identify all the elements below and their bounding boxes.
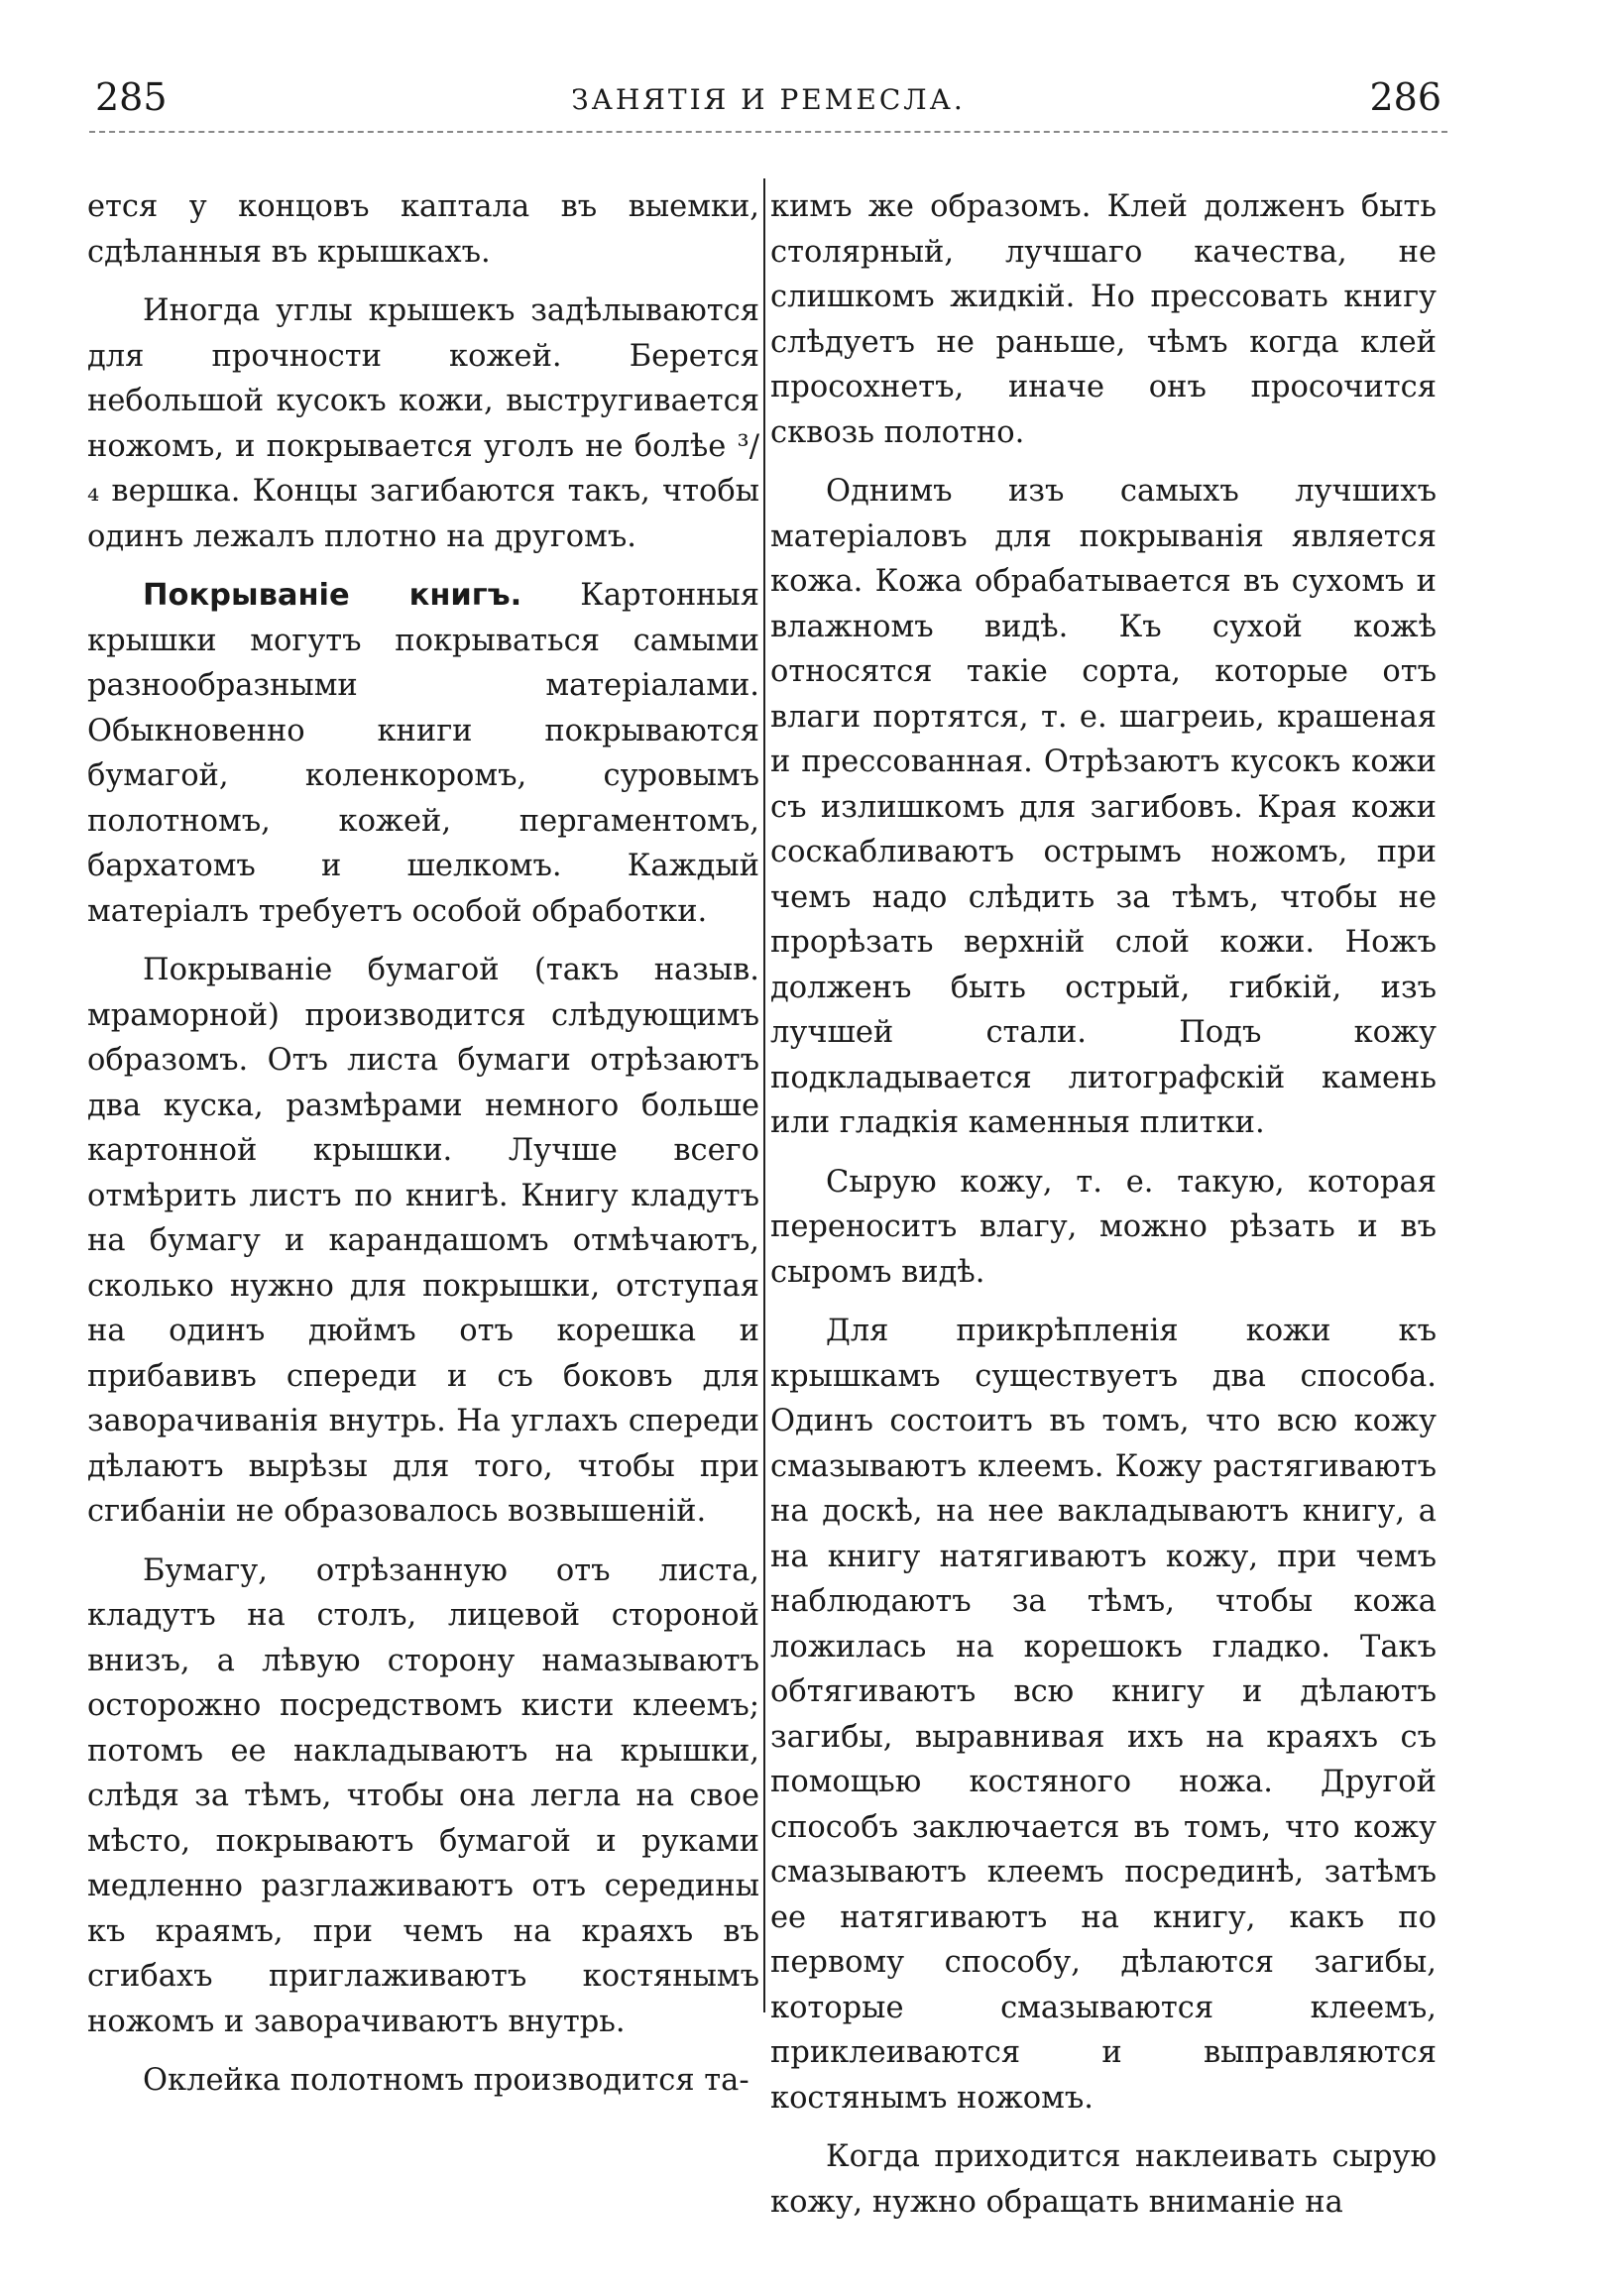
paragraph: ется у концовъ каптала въ выемки, сдѣланныя въ крышкахъ.: [87, 189, 759, 270]
paragraph: Для прикрѣпленія кожи къ крышкамъ существуетъ два способа. Одинъ состоитъ въ томъ, что всю кожу смазываютъ клеемъ. Кожу растягиваютъ на доскѣ, на нее вакладываютъ книгу, а на книгу натягиваютъ кожу, при чемъ наблюдаютъ за тѣмъ, чтобы кожа ложилась на корешокъ гладко. Такъ обтягиваютъ всю книгу и дѣлаютъ загибы, выравнивая ихъ на краяхъ съ помощью костяного ножа. Другой способъ заключается въ томъ, что кожу смазываютъ клеемъ посрединѣ, затѣмъ ее натягиваютъ на книгу, какъ по первому способу, дѣлаются загибы, которые смазываются клеемъ, приклеиваются и выправляются костянымъ ножомъ.: [770, 1314, 1437, 2116]
running-title: ЗАНЯТІЯ И РЕМЕСЛА.: [571, 83, 966, 116]
paragraph: Бумагу, отрѣзанную отъ листа, кладутъ на столъ, лицевой стороной внизъ, а лѣвую сторону намазываютъ осторожно посредствомъ кисти клеемъ; потомъ ее накладываютъ на крышки, слѣдя за тѣмъ, чтобы она легла на свое мѣсто, покрываютъ бумагой и руками медленно разглаживаютъ отъ середины къ краямъ, при чемъ на краяхъ въ сгибахъ приглаживаютъ костянымъ ножомъ и заворачиваютъ внутрь.: [87, 1552, 759, 2039]
paragraph: кимъ же образомъ. Клей долженъ быть столярный, лучшаго качества, не слишкомъ жидкій. Но прессовать книгу слѣдуетъ не раньше, чѣмъ когда клей просохнетъ, иначе онъ просочится сквозь полотно.: [770, 189, 1437, 450]
page-number-right: 286: [1369, 75, 1441, 119]
paragraph: Оклейка полотномъ производится та-: [143, 2063, 749, 2098]
page-header: [89, 69, 1447, 139]
paragraph: Однимъ изъ самыхъ лучшихъ матеріаловъ для покрыванія является кожа. Кожа обрабатывается въ сухомъ и влажномъ видѣ. Къ сухой кожѣ относятся такіе сорта, которые отъ влаги портятся, т. е. шагреиь, крашеная и прессованная. Отрѣзаютъ кусокъ кожи съ излишкомъ для загибовъ. Края кожи соскабливаютъ острымъ ножомъ, при чемъ надо слѣдить за тѣмъ, чтобы не прорѣзать верхній слой кожи. Ножъ долженъ быть острый, гибкій, изъ лучшей стали. Подъ кожу подкладывается литографскій камень или гладкія каменныя плитки.: [770, 474, 1437, 1140]
header-rule: [89, 131, 1447, 133]
paragraph: Иногда углы крышекъ задѣлываются для прочности кожей. Берется небольшой кусокъ кожи, выстругивается ножомъ, и покрывается уголъ не болѣе ³/₄ вершка. Концы загибаются такъ, чтобы одинъ лежалъ плотно на другомъ.: [87, 293, 759, 554]
paragraph: Сырую кожу, т. е. такую, которая переноситъ влагу, можно рѣзать и въ сыромъ видѣ.: [770, 1164, 1437, 1290]
page-number-left: 285: [95, 75, 168, 119]
paragraph: Когда приходится наклеивать сырую кожу, нужно обращать вниманіе на: [770, 2139, 1437, 2220]
left-column: [87, 184, 759, 2118]
paragraph-text: Картонныя крышки могутъ покрываться самыми разнообразными матеріалами. Обыкновенно книги покрываются бумагой, коленкоромъ, суровымъ полотномъ, кожей, пергаментомъ, бархатомъ и шелкомъ. Каждый матеріалъ требуетъ особой обработки.: [87, 578, 759, 929]
column-divider: [763, 178, 765, 2012]
right-column: [770, 184, 1437, 2239]
paragraph: Покрываніе бумагой (такъ назыв. мраморной) производится слѣдующимъ образомъ. Отъ листа бумаги отрѣзаютъ два куска, размѣрами немного больше картонной крышки. Лучше всего отмѣрить листъ по книгѣ. Книгу кладутъ на бумагу и карандашомъ отмѣчаютъ, сколько нужно для покрышки, отступая на одинъ дюймъ отъ корешка и прибавивъ спереди и съ боковъ для заворачиванія внутрь. На углахъ спереди дѣлаютъ вырѣзы для того, чтобы при сгибаніи не образовалось возвышеній.: [87, 953, 759, 1529]
paragraph-covering-books: [87, 573, 759, 934]
section-heading: Покрываніе книгъ.: [143, 578, 522, 613]
